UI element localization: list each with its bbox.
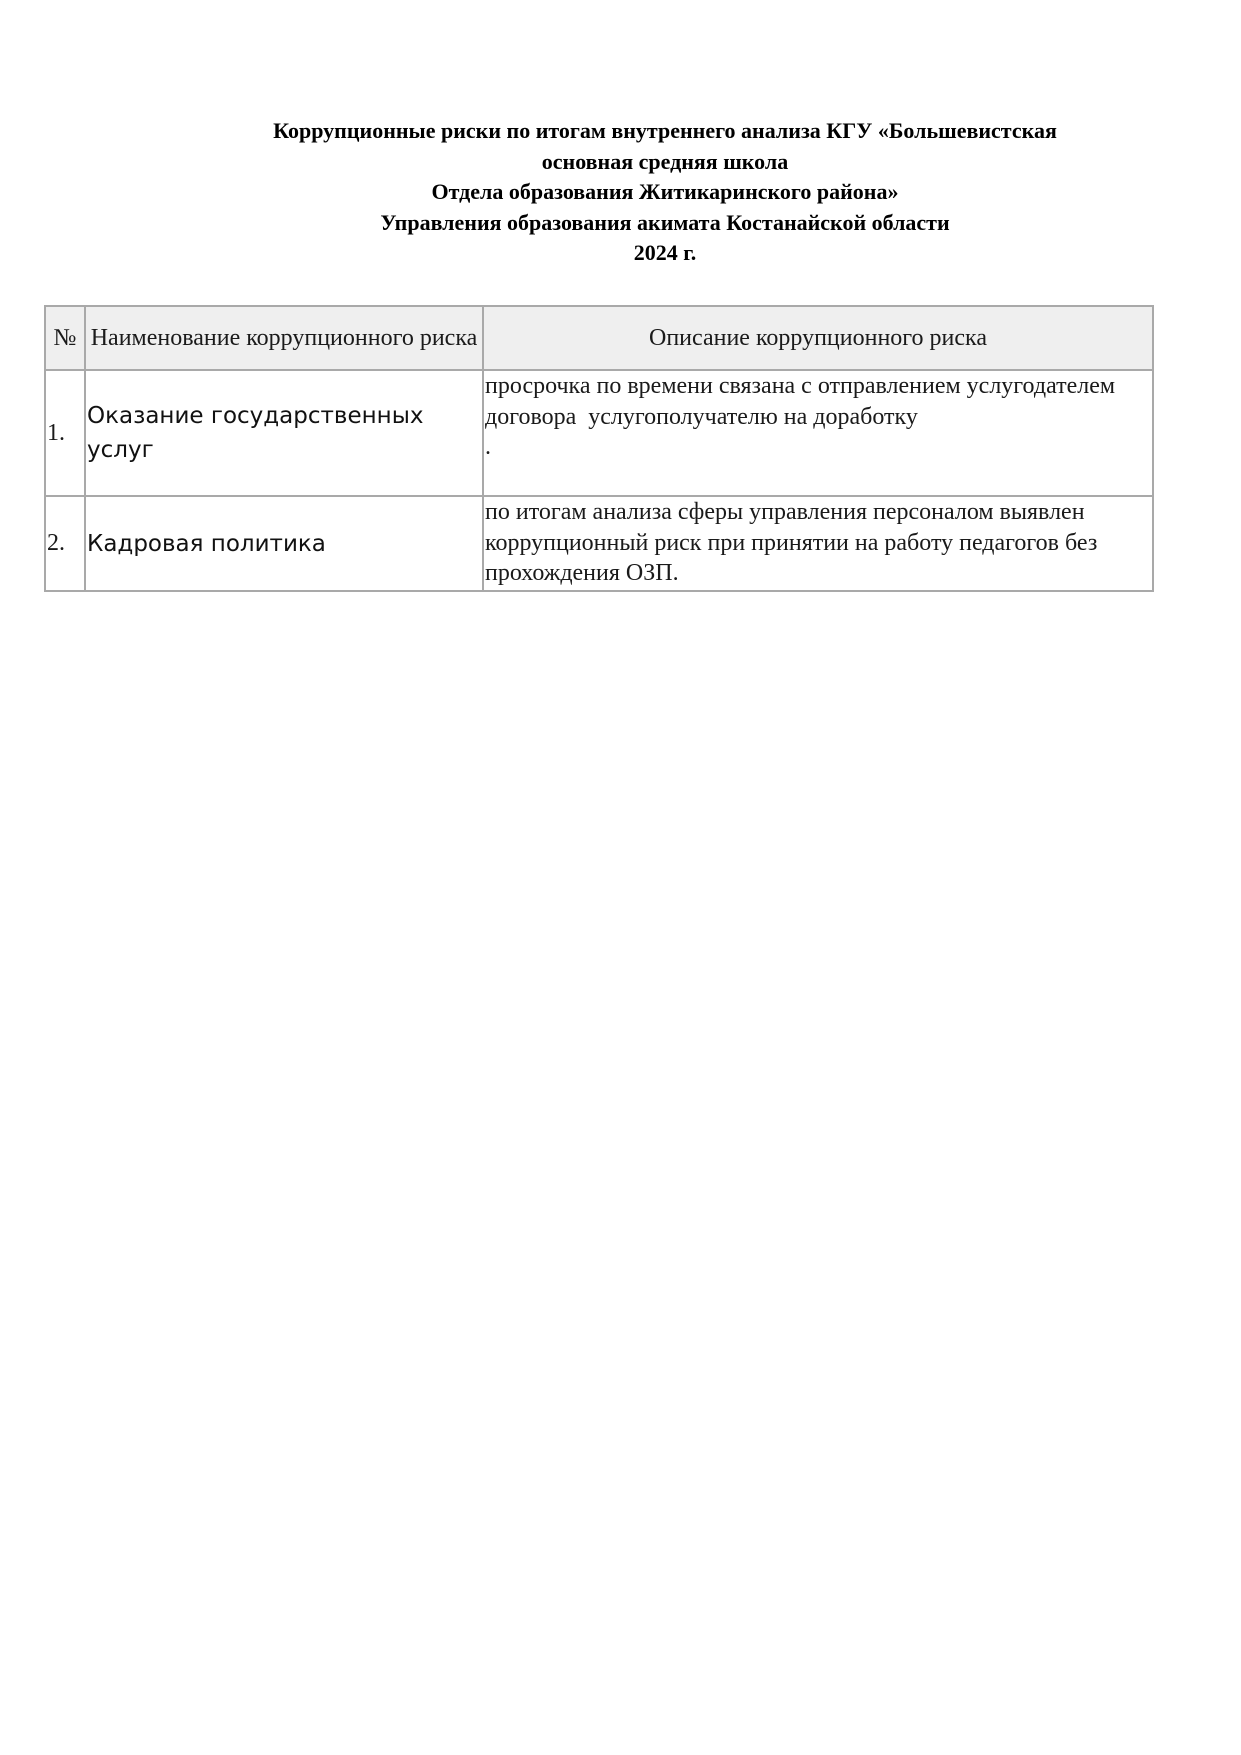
title-line-1: Коррупционные риски по итогам внутреннего анализа КГУ «Большевистская [273,118,1057,143]
risk-name: Оказание государственных услуг [85,370,483,496]
table-header-row [45,306,1153,370]
title-line-4: Управления образования акимата Костанайской области [380,209,950,235]
corruption-risks-table [44,305,1154,592]
header-risk-name: Наименование коррупционного риска [85,306,483,370]
header-number: № [45,306,85,370]
title-line-3: Отдела образования Житикаринского района» [431,179,899,204]
risk-name: Кадровая политика [85,496,483,591]
title-line-2: основная средняя школа [541,148,789,174]
row-number: 2. [45,496,85,591]
risk-description: просрочка по времени связана с отправлением услугодателем договора услугополучателю на доработку . [483,370,1153,496]
table-row [45,496,1153,591]
title-line-5: 2024 г. [633,240,697,265]
header-risk-description: Описание коррупционного риска [483,306,1153,370]
document-title [160,116,1170,269]
risk-description: по итогам анализа сферы управления персоналом выявлен коррупционный риск при принятии на работу педагогов без прохождения ОЗП. [483,496,1153,591]
table-row [45,370,1153,496]
row-number: 1. [45,370,85,496]
